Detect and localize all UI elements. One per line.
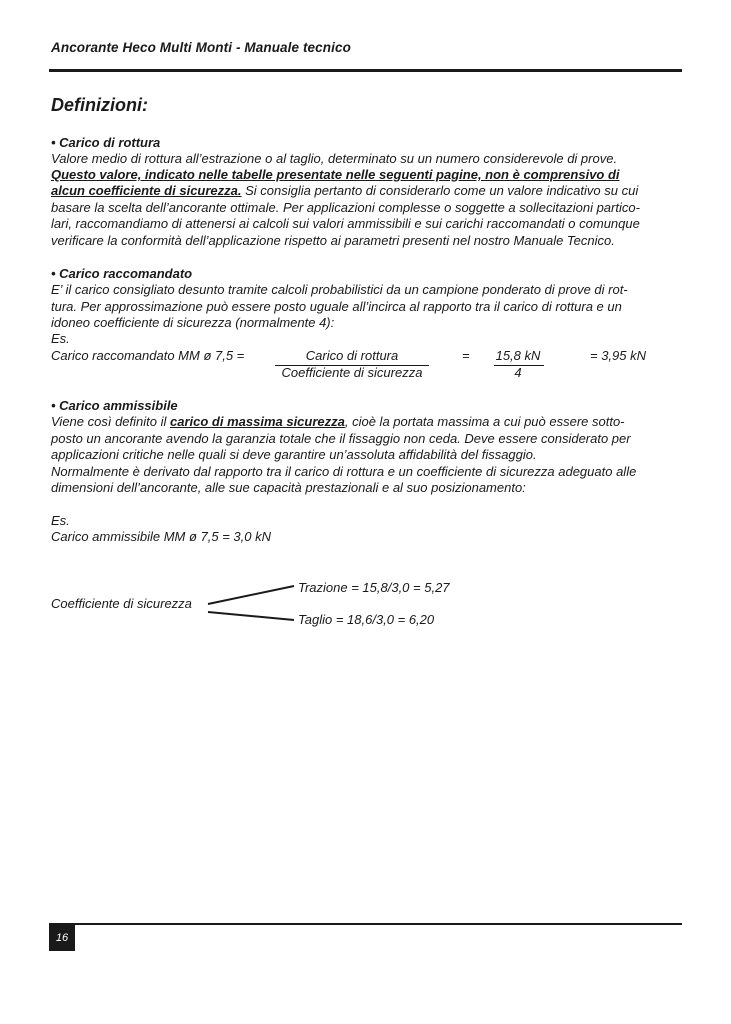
paragraph-line bbox=[51, 414, 625, 430]
emphasis-text: carico di massima sicurezza bbox=[170, 414, 345, 429]
formula-result: = 3,95 kN bbox=[590, 348, 647, 363]
paragraph-line: tura. Per approssimazione può essere posto uguale all’incirca al rapporto tra il carico di rottura e un bbox=[51, 299, 622, 314]
section-heading-ammissibile: • Carico ammissibile bbox=[51, 398, 178, 413]
footer-rule bbox=[49, 923, 682, 925]
paragraph-line: verificare la conformità dell’applicazione rispetto ai parametri presenti nel nostro Manuale Tecnico. bbox=[51, 233, 615, 248]
formula-label: Carico raccomandato MM ø 7,5 = bbox=[51, 348, 245, 363]
paragraph-line: Valore medio di rottura all’estrazione o al taglio, determinato su un numero considerevole di prove. bbox=[51, 151, 618, 166]
example-label: Es. bbox=[51, 513, 70, 528]
paragraph-line: lari, raccomandiamo di attenersi ai calcoli sui valori ammissibili e sui carichi raccomandati o comunque bbox=[51, 216, 640, 231]
section-heading-raccomandato: • Carico raccomandato bbox=[51, 266, 193, 281]
formula-denominator: Coefficiente di sicurezza bbox=[281, 365, 423, 380]
example-text: Carico ammissibile MM ø 7,5 = 3,0 kN bbox=[51, 529, 271, 544]
formula-numerator: Carico di rottura bbox=[305, 348, 399, 363]
page-title: Definizioni: bbox=[51, 95, 148, 115]
formula-value-numerator: 15,8 kN bbox=[495, 348, 541, 363]
example-label: Es. bbox=[51, 331, 70, 346]
paragraph-line: dimensioni dell’ancorante, alle sue capacità prestazionali e al suo posizionamento: bbox=[51, 480, 526, 495]
formula-equals: = bbox=[462, 348, 470, 363]
paragraph-line: E’ il carico consigliato desunto tramite calcoli probabilistici da un campione ponderato di prove di rot- bbox=[51, 282, 628, 297]
paragraph-line: Normalmente è derivato dal rapporto tra il carico di rottura e un coefficiente di sicurezza adeguato alle bbox=[51, 464, 637, 479]
paragraph-line: basare la scelta dell’ancorante ottimale. Per applicazioni complesse o soggette a sollecitazioni partico- bbox=[51, 200, 640, 215]
coefficient-label: Coefficiente di sicurezza bbox=[51, 596, 192, 611]
paragraph-text: Si consiglia pertanto di considerarlo come un valore indicativo su cui bbox=[241, 183, 639, 198]
paragraph-line: posto un ancorante avendo la garanzia totale che il fissaggio non ceda. Deve essere considerato per bbox=[51, 431, 631, 446]
page-number: 16 bbox=[49, 925, 75, 951]
paragraph-text: , cioè la portata massima a cui può essere sotto- bbox=[344, 414, 625, 429]
paragraph-line bbox=[51, 183, 638, 199]
branch-lines bbox=[200, 580, 300, 630]
paragraph-line: idoneo coefficiente di sicurezza (normalmente 4): bbox=[51, 315, 335, 330]
paragraph-line-emphasis: Questo valore, indicato nelle tabelle presentate nelle seguenti pagine, non è comprensivo di bbox=[51, 167, 620, 182]
paragraph-text: Viene così definito il bbox=[51, 414, 170, 429]
trazione-value: Trazione = 15,8/3,0 = 5,27 bbox=[298, 580, 450, 595]
formula-value-denominator: 4 bbox=[514, 365, 522, 380]
emphasis-text: alcun coefficiente di sicurezza. bbox=[51, 183, 242, 198]
taglio-value: Taglio = 18,6/3,0 = 6,20 bbox=[298, 612, 435, 627]
header-rule bbox=[49, 69, 682, 72]
paragraph-line: applicazioni critiche nelle quali si deve garantire un’assoluta affidabilità del fissaggio. bbox=[51, 447, 537, 462]
section-heading-rottura: • Carico di rottura bbox=[51, 135, 161, 150]
header-title: Ancorante Heco Multi Monti - Manuale tecnico bbox=[51, 40, 351, 55]
